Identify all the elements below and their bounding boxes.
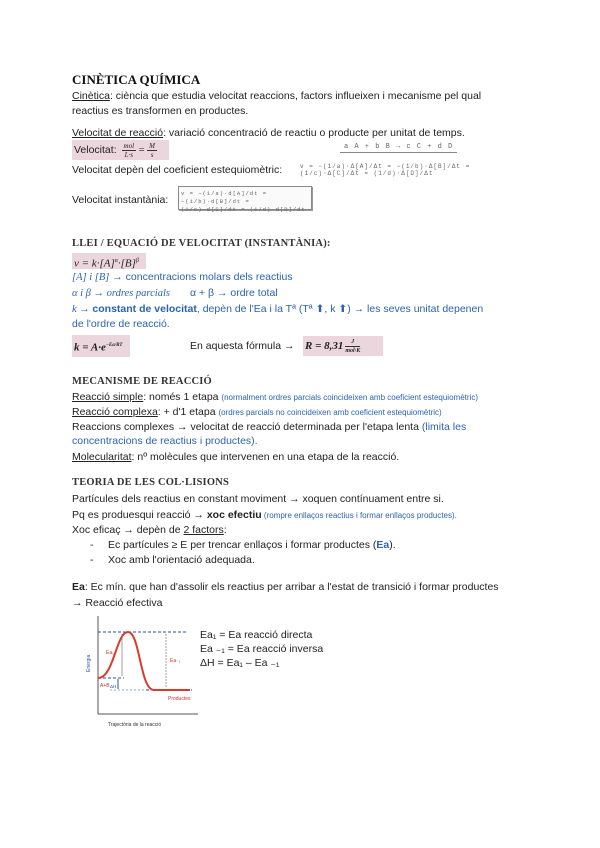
velocitat-def	[72, 126, 465, 140]
llei-heading: LLEI / EQUACIÓ DE VELOCITAT (INSTANTÀNIA):	[72, 238, 331, 249]
molecularitat-line: Molecularitat: nº molècules que intervenen en una etapa de la reacció.	[72, 451, 400, 463]
ea-line-2: → Reacció efectiva	[72, 597, 163, 609]
intro-line-2: reactius es transformen en productes.	[72, 105, 249, 117]
reactants-label: A+B	[100, 683, 110, 689]
complexes-line-1: Reaccions complexes → velocitat de reacció determinada per l'etapa lenta (limita les	[72, 421, 467, 433]
stoich-formula: v = −(1/a)·Δ[A]/Δt = −(1/b)·Δ[B]/Δt = (1/c)·Δ[C]/Δt = (1/d)·Δ[D]/Δt	[300, 163, 471, 177]
instant-text: Velocitat instantània:	[72, 194, 169, 206]
dh-label: ΔH	[110, 684, 117, 689]
bullet-2: - Xoc amb l'orientació adequada.	[90, 554, 255, 566]
y-axis-label: Energia	[86, 654, 92, 672]
simple-line: Reacció simple: només 1 etapa (normalment ordres parcials coincideixen amb coeficient estequiomètric)	[72, 391, 478, 403]
legend-ea1: Ea₁ = Ea reacció directa	[200, 629, 313, 641]
intro-term: Cinètica	[72, 90, 110, 102]
bullet-1: - Ec partícules ≥ E per trencar enllaços i formar productes (Ea).	[90, 539, 396, 551]
legend-dh: ΔH = Ea₁ – Ea ₋₁	[200, 657, 280, 669]
fraction-mol-ls: $\frac{\text{mol}}{L\cdot s}$	[123, 141, 135, 159]
ea-line-1: Ea: Ec mín. que han d'assolir els reactius per arribar a l'estat de transició i formar productes	[72, 581, 499, 593]
energy-diagram	[74, 612, 200, 734]
llei-line-2: α i β → ordres parcials α + β → ordre total	[72, 287, 278, 299]
colisions-line-2: Pq es produesqui reacció → xoc efectiu (rompre enllaços reactius i formar enllaços productes).	[72, 509, 457, 521]
llei-line-1: [A] i [B] → concentracions molars dels reactius	[72, 271, 293, 283]
ea-1-label: Ea₋₁	[170, 658, 181, 664]
gas-constant: R = 8,31 $\frac{J}{\text{mol·K}}$	[303, 336, 383, 356]
velocitat-label: Velocitat:	[74, 144, 117, 156]
colisions-line-1: Partícules dels reactius en constant moviment → xoquen contínuament entre si.	[72, 493, 444, 505]
rate-equation: $v = k\cdot[A]^\alpha\cdot[B]^\beta$	[72, 253, 146, 269]
velocitat-units: Velocitat: $\frac{\text{mol}}{L\cdot s}$ = $\frac{M}{s}$	[72, 140, 169, 160]
stoich-text: Velocitat depèn del coeficient estequiomètric:	[72, 164, 283, 176]
reaction-equation: a A + b B → c C + d D	[340, 142, 457, 153]
fraction-m-s: $\frac{M}{s}$	[149, 141, 155, 159]
colisions-line-3: Xoc eficaç → depèn de 2 factors:	[72, 524, 227, 536]
instant-formula-box	[178, 186, 312, 213]
formula-text: En aquesta fórmula →	[190, 340, 295, 352]
page-title: CINÈTICA QUÍMICA	[72, 72, 201, 87]
instant-formula: v = −(1/a)·d[A]/dt = −(1/b)·d[B]/dt = (1/c)·d[C]/dt = (1/d)·d[D]/dt	[181, 190, 306, 213]
complexa-line: Reacció complexa: + d'1 etapa (ordres parcials no coincideixen amb coeficient estequiomètric)	[72, 406, 442, 418]
products-label: Productes	[168, 696, 191, 702]
mecanisme-heading: MECANISME DE REACCIÓ	[72, 376, 212, 387]
velocitat-term: Velocitat de reacció	[72, 127, 164, 139]
ea1-label: Ea₁	[106, 650, 114, 656]
arrhenius-equation: $k = A\cdot e^{-Ea/RT}$	[72, 335, 130, 357]
ea-legend	[200, 628, 323, 670]
complexes-line-2: concentracions de reactius i productes).	[72, 435, 258, 447]
velocitat-def-text: : variació concentració de reactiu o producte per unitat de temps.	[163, 127, 465, 139]
intro-text-1: : ciència que estudia velocitat reaccions, factors influeixen i mecanisme pel qual	[109, 90, 482, 102]
intro-line-1	[72, 89, 481, 103]
x-axis-label: Trajectòria de la reacció	[108, 722, 162, 728]
llei-line-4: de l'ordre de reacció.	[72, 318, 170, 330]
legend-ea-1: Ea ₋₁ = Ea reacció inversa	[200, 643, 324, 655]
colisions-heading: TEORIA DE LES COL·LISIONS	[72, 477, 230, 488]
llei-line-3: k → constant de velocitat, depèn de l'Ea i la Tª (Tª ⬆, k ⬆) → les seves unitat depenen	[72, 303, 484, 315]
